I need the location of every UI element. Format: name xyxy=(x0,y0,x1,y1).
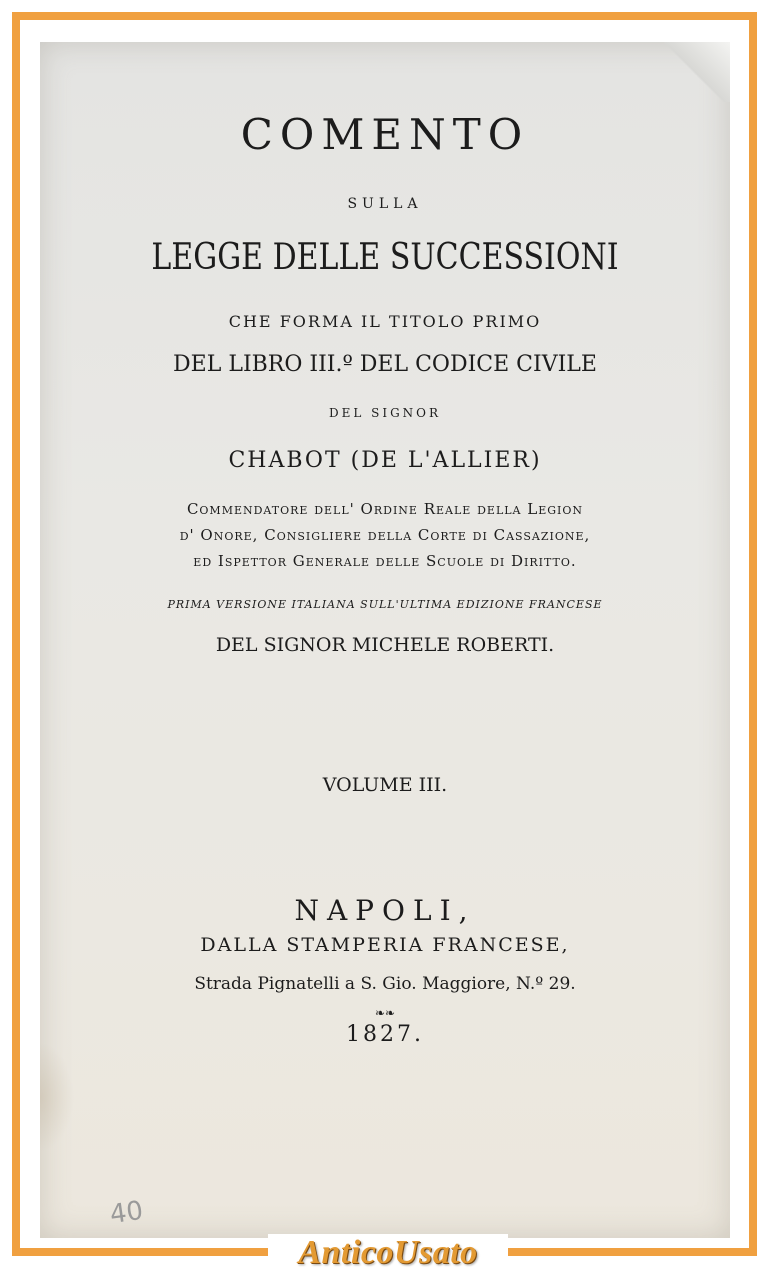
del-signor: DEL SIGNOR xyxy=(328,406,442,420)
credentials-line-3: ed Ispettor Generale delle Scuole di Diritto. xyxy=(193,552,577,570)
folded-corner xyxy=(660,42,730,102)
imprint-year: 1827. xyxy=(346,1022,424,1047)
imprint-printer: DALLA STAMPERIA FRANCESE, xyxy=(200,934,570,956)
title-sulla: SULLA xyxy=(347,196,423,212)
translator-line: DEL SIGNOR MICHELE ROBERTI. xyxy=(215,634,555,656)
imprint-address: Strada Pignatelli a S. Gio. Maggiore, N.º 29. xyxy=(194,974,576,994)
line-libro: DEL LIBRO III.º DEL CODICE CIVILE xyxy=(173,352,597,377)
translation-note: PRIMA VERSIONE ITALIANA SULL'ULTIMA EDIZIONE FRANCESE xyxy=(167,598,603,611)
paper-stain xyxy=(40,1042,74,1152)
pencil-mark: 40 xyxy=(108,1195,146,1231)
volume-number: VOLUME III. xyxy=(322,774,448,796)
book-title: COMENTO xyxy=(240,110,530,159)
credentials-line-1: Commendatore dell' Ordine Reale della Legion xyxy=(186,500,584,518)
ornament-glyph: ❧❧ xyxy=(374,1006,396,1020)
book-title-page xyxy=(40,42,730,1238)
line-forma: CHE FORMA IL TITOLO PRIMO xyxy=(228,312,542,331)
author-name: CHABOT (DE L'ALLIER) xyxy=(228,448,542,473)
subject-heading: LEGGE DELLE SUCCESSIONI xyxy=(151,236,619,279)
imprint-city: NAPOLI, xyxy=(294,894,476,927)
credentials-line-2: d' Onore, Consigliere della Corte di Cassazione, xyxy=(179,526,591,544)
watermark-logo xyxy=(268,1234,508,1278)
watermark-text: AnticoUsato xyxy=(298,1234,478,1271)
